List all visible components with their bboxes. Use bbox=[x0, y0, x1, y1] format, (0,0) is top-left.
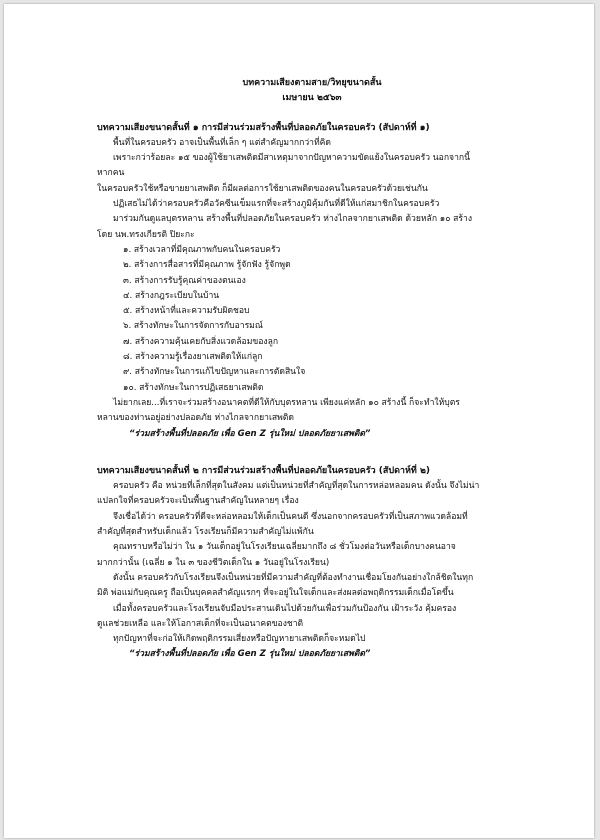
section-2-paragraph-line: ดังนั้น ครอบครัวกับโรงเรียนจึงเป็นหน่วยที่มีความสำคัญที่ต้องทำงานเชื่อมโยงกันอย่างใกล้ชิดในทุก bbox=[113, 572, 474, 583]
section-2-paragraph-line: สำคัญที่สุดสำหรับเด็กแล้ว โรงเรียนก็มีความสำคัญไม่แพ้กัน bbox=[97, 527, 314, 538]
list-item: ๕. สร้างหน้าที่และความรับผิดชอบ bbox=[123, 306, 250, 317]
section-2-paragraph-line: มิติ พ่อแม่กับคุณครู ถือเป็นบุคคลสำคัญแรกๆ ที่จะอยู่ในใจเด็กและส่งผลต่อพฤติกรรมเด็กเมื่อโตขึ้น bbox=[97, 588, 454, 599]
list-item: ๔. สร้างกฎระเบียบในบ้าน bbox=[123, 290, 220, 301]
section-2-paragraph-line: ดูแลช่วยเหลือ และให้โอกาสเด็กที่จะเป็นอนาคตของชาติ bbox=[97, 618, 304, 629]
section-1-heading: บทความเสียงขนาดสั้นที่ ๑ การมีส่วนร่วมสร้างพื้นที่ปลอดภัยในครอบครัว (สัปดาห์ที่ ๑) bbox=[97, 122, 430, 133]
list-item: ๗. สร้างความคุ้นเคยกับสิ่งแวดล้อมของลูก bbox=[123, 336, 279, 347]
list-item: ๓. สร้างการรับรู้คุณค่าของตนเอง bbox=[123, 275, 246, 286]
section-1-paragraph-line: หากคน bbox=[97, 168, 125, 179]
section-2-paragraph bbox=[97, 479, 527, 647]
list-item: ๑๐. สร้างทักษะในการปฏิเสธยาเสพติด bbox=[123, 382, 264, 393]
section-2-paragraph-line: ครอบครัว คือ หน่วยที่เล็กที่สุดในสังคม แต่เป็นหน่วยที่สำคัญที่สุดในการหล่อหลอมคน ดังนั้น จึงไม่น่า bbox=[113, 481, 480, 492]
list-item: ๖. สร้างทักษะในการจัดการกับอารมณ์ bbox=[123, 321, 263, 332]
section-2-paragraph-line: เมื่อทั้งครอบครัวและโรงเรียนจับมือประสานเดินไปด้วยกันเพื่อร่วมกันป้องกัน เฝ้าระวัง คุ้มครอง bbox=[113, 603, 457, 614]
section-1-paragraph-line: เพราะกว่าร้อยละ ๑๕ ของผู้ใช้ยาเสพติดมีสาเหตุมาจากปัญหาความขัดแย้งในครอบครัว นอกจากนี้ bbox=[113, 153, 470, 164]
section-2-paragraph-line: มากกว่านั้น (เฉลี่ย ๑ ใน ๓ ของชีวิตเด็กใน ๑ วันอยู่ในโรงเรียน) bbox=[97, 557, 330, 568]
section-2-paragraph-line: แปลกใจที่ครอบครัวจะเป็นพื้นฐานสำคัญในหลายๆ เรื่อง bbox=[97, 496, 299, 507]
section-2-slogan: “ร่วมสร้างพื้นที่ปลอดภัย เพื่อ Gen Z รุ่นใหม่ ปลอดภัยยาเสพติด” bbox=[129, 649, 371, 660]
section-1-closing-line: ไม่ยากเลย...ที่เราจะร่วมสร้างอนาคตที่ดีให้กับบุตรหลาน เพียงแค่หลัก ๑๐ สร้างนี้ ก็จะทำให้บุตร bbox=[113, 397, 460, 408]
document-date: เมษายน ๒๕๖๓ bbox=[282, 93, 342, 104]
section-1-closing-line: หลานของท่านอยู่อย่างปลอดภัย ห่างไกลจากยาเสพติด bbox=[97, 413, 294, 424]
list-item: ๙. สร้างทักษะในการแก้ไขปัญหาและการตัดสินใจ bbox=[123, 367, 306, 378]
section-2-paragraph-line: ทุกปัญหาที่จะก่อให้เกิดพฤติกรรมเสี่ยงหรือปัญหายาเสพติดก็จะหมดไป bbox=[113, 634, 366, 645]
section-1-slogan: “ร่วมสร้างพื้นที่ปลอดภัย เพื่อ Gen Z รุ่นใหม่ ปลอดภัยยาเสพติด” bbox=[129, 428, 371, 439]
document-page bbox=[4, 4, 594, 838]
section-1-paragraph-line: มาร่วมกันดูแลบุตรหลาน สร้างพื้นที่ปลอดภัยในครอบครัว ห่างไกลจากยาเสพติด ด้วยหลัก ๑๐ สร้าง bbox=[113, 214, 473, 225]
section-1-paragraph-line: พื้นที่ในครอบครัว อาจเป็นพื้นที่เล็ก ๆ แต่สำคัญมากกว่าที่คิด bbox=[113, 137, 331, 148]
list-item: ๒. สร้างการสื่อสารที่มีคุณภาพ รู้จักฟัง รู้จักพูด bbox=[123, 260, 291, 271]
list-item: ๘. สร้างความรู้เรื่องยาเสพติดให้แก่ลูก bbox=[123, 352, 263, 363]
section-2-paragraph-line: จึงเชื่อได้ว่า ครอบครัวที่ดีจะหล่อหลอมให้เด็กเป็นคนดี ซึ่งนอกจากครอบครัวที่เป็นสภาพแวดล้อมที่ bbox=[113, 511, 468, 522]
document-title: บทความเสียงตามสาย/วิทยุขนาดสั้น bbox=[242, 78, 382, 88]
section-2-heading: บทความเสียงขนาดสั้นที่ ๒ การมีส่วนร่วมสร้างพื้นที่ปลอดภัยในครอบครัว (สัปดาห์ที่ ๒) bbox=[97, 465, 431, 476]
list-item: ๑. สร้างเวลาที่มีคุณภาพกับคนในครอบครัว bbox=[123, 244, 281, 255]
section-1-paragraph-line: ปฏิเสธไม่ได้ว่าครอบครัวคือวัคซีนเข็มแรกที่จะสร้างภูมิคุ้มกันที่ดีให้แก่สมาชิกในครอบครัว bbox=[113, 199, 440, 210]
section-1-paragraph-line: โดย นพ.ทรงเกียรติ ปิยะกะ bbox=[97, 229, 195, 240]
section-1-paragraph-line: ในครอบครัวใช้หรือขายยาเสพติด ก็มีผลต่อการใช้ยาเสพติดของคนในครอบครัวด้วยเช่นกัน bbox=[97, 183, 428, 194]
document-body bbox=[97, 76, 527, 663]
section-2-paragraph-line: คุณทราบหรือไม่ว่า ใน ๑ วันเด็กอยู่ในโรงเรียนเฉลี่ยมากถึง ๘ ชั่วโมงต่อวันหรือเด็กบางคนอาจ bbox=[113, 542, 456, 553]
